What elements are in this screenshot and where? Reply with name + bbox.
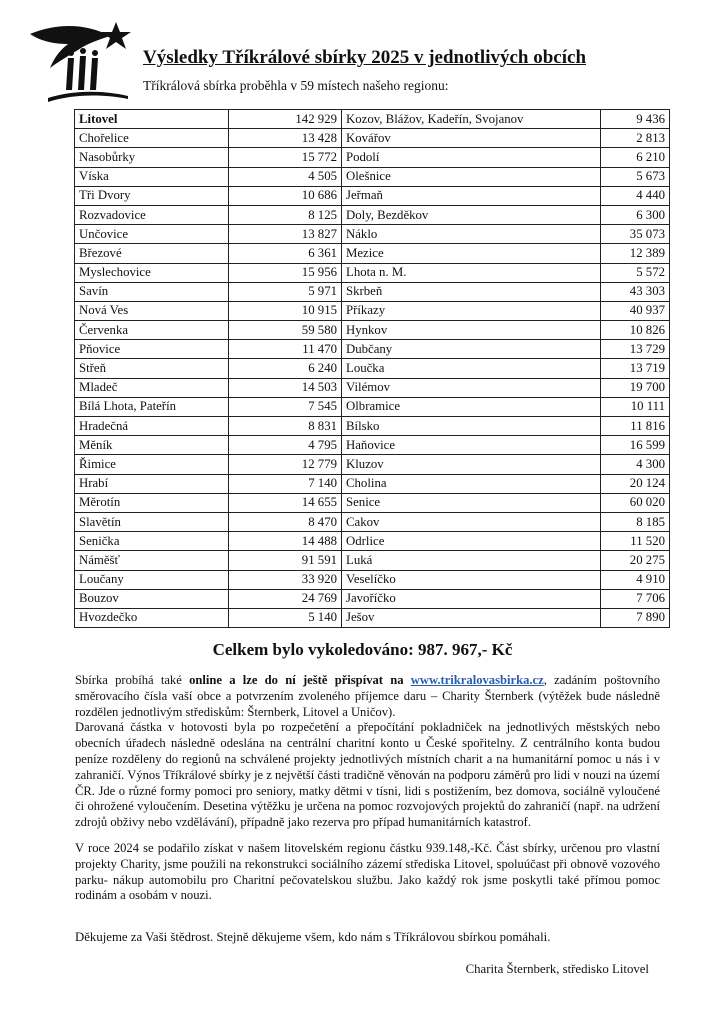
collected-amount: 13 719 (601, 359, 670, 378)
municipality-name: Mladeč (75, 378, 229, 397)
table-row (75, 263, 670, 282)
collected-amount: 16 599 (601, 436, 670, 455)
table-row (75, 378, 670, 397)
collected-amount: 7 706 (601, 589, 670, 608)
municipality-name: Lhota n. M. (342, 263, 601, 282)
table-row (75, 474, 670, 493)
municipality-name: Javoříčko (342, 589, 601, 608)
table-row (75, 282, 670, 301)
table-row (75, 129, 670, 148)
collected-amount: 91 591 (229, 551, 342, 570)
municipality-name: Loučany (75, 570, 229, 589)
municipality-name: Náklo (342, 225, 601, 244)
municipality-name: Střeň (75, 359, 229, 378)
municipality-name: Červenka (75, 321, 229, 340)
results-table (74, 109, 670, 628)
collected-amount: 4 505 (229, 167, 342, 186)
municipality-name: Odrlice (342, 532, 601, 551)
municipality-name: Ješov (342, 608, 601, 627)
collected-amount: 15 772 (229, 148, 342, 167)
municipality-name: Dubčany (342, 340, 601, 359)
collected-amount: 7 140 (229, 474, 342, 493)
municipality-name: Myslechovice (75, 263, 229, 282)
body-text (75, 673, 660, 904)
table-row (75, 167, 670, 186)
collected-amount: 40 937 (601, 301, 670, 320)
collected-amount: 5 971 (229, 282, 342, 301)
table-row (75, 244, 670, 263)
collected-amount: 19 700 (601, 378, 670, 397)
municipality-name: Kluzov (342, 455, 601, 474)
collected-amount: 8 470 (229, 512, 342, 531)
municipality-name: Podolí (342, 148, 601, 167)
municipality-name: Bouzov (75, 589, 229, 608)
collected-amount: 14 488 (229, 532, 342, 551)
paragraph-online-bold: online a lze do ní ještě přispívat na (189, 673, 404, 687)
municipality-name: Loučka (342, 359, 601, 378)
collected-amount: 7 890 (601, 608, 670, 627)
collected-amount: 5 140 (229, 608, 342, 627)
municipality-name: Víska (75, 167, 229, 186)
collected-amount: 20 275 (601, 551, 670, 570)
municipality-name: Veselíčko (342, 570, 601, 589)
collected-amount: 6 361 (229, 244, 342, 263)
table-row (75, 205, 670, 224)
collected-amount: 7 545 (229, 397, 342, 416)
municipality-name: Haňovice (342, 436, 601, 455)
paragraph-online-prefix: Sbírka probíhá také (75, 673, 190, 687)
municipality-name: Olešnice (342, 167, 601, 186)
municipality-name: Chořelice (75, 129, 229, 148)
table-row (75, 301, 670, 320)
collected-amount: 10 111 (601, 397, 670, 416)
collected-amount: 35 073 (601, 225, 670, 244)
collected-amount: 24 769 (229, 589, 342, 608)
table-row (75, 359, 670, 378)
table-row (75, 148, 670, 167)
municipality-name: Mezice (342, 244, 601, 263)
collected-amount: 5 673 (601, 167, 670, 186)
table-row (75, 321, 670, 340)
collected-amount: 9 436 (601, 110, 670, 129)
collected-amount: 4 795 (229, 436, 342, 455)
municipality-name: Senička (75, 532, 229, 551)
collected-amount: 11 520 (601, 532, 670, 551)
table-row (75, 532, 670, 551)
municipality-name: Bílsko (342, 417, 601, 436)
municipality-name: Cakov (342, 512, 601, 531)
collected-amount: 20 124 (601, 474, 670, 493)
municipality-name: Náměšť (75, 551, 229, 570)
collected-amount: 6 210 (601, 148, 670, 167)
table-row (75, 608, 670, 627)
municipality-name: Kozov, Blážov, Kadeřín, Svojanov (342, 110, 601, 129)
municipality-name: Hradečná (75, 417, 229, 436)
table-row (75, 110, 670, 129)
municipality-name: Doly, Bezděkov (342, 205, 601, 224)
collected-amount: 8 831 (229, 417, 342, 436)
collected-amount: 4 300 (601, 455, 670, 474)
page-subtitle: Tříkrálová sbírka proběhla v 59 místech našeho regionu: (143, 78, 449, 93)
table-row (75, 551, 670, 570)
collected-amount: 33 920 (229, 570, 342, 589)
results-table-body (75, 110, 670, 628)
municipality-name: Unčovice (75, 225, 229, 244)
municipality-name: Vilémov (342, 378, 601, 397)
municipality-name: Měník (75, 436, 229, 455)
collected-amount: 4 910 (601, 570, 670, 589)
table-row (75, 417, 670, 436)
three-kings-logo (28, 20, 138, 110)
table-row (75, 493, 670, 512)
municipality-name: Řimice (75, 455, 229, 474)
municipality-name: Příkazy (342, 301, 601, 320)
paragraph-previous-year: V roce 2024 se podařilo získat v našem litovelském regionu částku 939.148,-Kč. Část sbírky, určenou pro vlastní projekty Charity, jsme použili na rekonstrukci sociálního zázemí střediska Litovel, spoluúčast při obnově vozového parku- nákup automobilu pro Charitní pečovatelskou službu. Jako každý rok jsme poskytli také přímou pomoc rodinám a osobám v nouzi. (75, 840, 660, 903)
municipality-name: Hynkov (342, 321, 601, 340)
thanks-text: Děkujeme za Vaši štědrost. Stejně děkujeme všem, kdo nám s Tříkrálovou sbírkou pomáhali. (75, 930, 551, 944)
municipality-name: Savín (75, 282, 229, 301)
collected-amount: 13 827 (229, 225, 342, 244)
collected-amount: 15 956 (229, 263, 342, 282)
collected-amount: 2 813 (601, 129, 670, 148)
municipality-name: Pňovice (75, 340, 229, 359)
paragraph-online (75, 673, 660, 720)
municipality-name: Březové (75, 244, 229, 263)
collected-amount: 6 240 (229, 359, 342, 378)
collected-amount: 11 816 (601, 417, 670, 436)
collected-amount: 8 185 (601, 512, 670, 531)
municipality-name: Slavětín (75, 512, 229, 531)
table-row (75, 455, 670, 474)
collected-amount: 5 572 (601, 263, 670, 282)
municipality-name: Cholina (342, 474, 601, 493)
table-row (75, 186, 670, 205)
municipality-name: Tři Dvory (75, 186, 229, 205)
table-row (75, 436, 670, 455)
table-row (75, 225, 670, 244)
municipality-name: Hrabí (75, 474, 229, 493)
municipality-name: Nová Ves (75, 301, 229, 320)
collected-amount: 60 020 (601, 493, 670, 512)
collected-amount: 10 826 (601, 321, 670, 340)
collected-amount: 10 686 (229, 186, 342, 205)
signature: Charita Šternberk, středisko Litovel (465, 962, 649, 976)
collected-amount: 59 580 (229, 321, 342, 340)
collected-amount: 12 779 (229, 455, 342, 474)
paragraph-online-suffix: , zadáním poštovního směrovacího čísla vaší obce a potvrzením zvoleného příjemce daru – Charity Šternberk (výtěžek bude následně rozdělen jednotlivým střediskům: Šternberk, Litovel a Uničov). (75, 673, 660, 719)
page-title: Výsledky Tříkrálové sbírky 2025 v jednotlivých obcích (143, 47, 587, 68)
collected-amount: 4 440 (601, 186, 670, 205)
table-row (75, 340, 670, 359)
paragraph-distribution: Darovaná částka v hotovosti byla po rozpečetění a přepočítání pokladniček na jednotlivých městských nebo obecních úřadech následně odeslána na centrální charitní konto u České spořitelny. Z centrálního konta budou peníze rozděleny do regionů na schválené projekty jednotlivých místních charit a na humanitární pomoc u nás i v zahraničí. Výnos Tříkrálové sbírky je z největší části tradičně věnován na podporu záměrů pro lidi v nouzi na území ČR. Jde o různé formy pomoci pro seniory, matky dětmi v tísni, lidi s postižením, bez domova, sociálně vyloučené či ohrožené vyloučením. Desetina výtěžku je určena na pomoc rozvojových projektů do zahraničí (např. na udržení zdrojů obživy nebo vzdělávání), případně jako rezerva pro případ humanitárních katastrof. (75, 720, 660, 830)
municipality-name: Kovářov (342, 129, 601, 148)
collected-amount: 11 470 (229, 340, 342, 359)
municipality-name: Luká (342, 551, 601, 570)
table-row (75, 397, 670, 416)
municipality-name: Olbramice (342, 397, 601, 416)
collected-amount: 14 503 (229, 378, 342, 397)
municipality-name: Měrotín (75, 493, 229, 512)
table-row (75, 570, 670, 589)
municipality-name: Jeřmaň (342, 186, 601, 205)
municipality-name: Nasobůrky (75, 148, 229, 167)
table-row (75, 589, 670, 608)
municipality-name: Senice (342, 493, 601, 512)
collected-amount: 12 389 (601, 244, 670, 263)
donation-website-link[interactable]: www.trikralovasbirka.cz (410, 673, 544, 687)
municipality-name: Rozvadovice (75, 205, 229, 224)
collected-amount: 13 428 (229, 129, 342, 148)
collected-amount: 10 915 (229, 301, 342, 320)
municipality-name: Hvozdečko (75, 608, 229, 627)
collected-amount: 13 729 (601, 340, 670, 359)
municipality-name: Litovel (75, 110, 229, 129)
collected-amount: 6 300 (601, 205, 670, 224)
collected-amount: 142 929 (229, 110, 342, 129)
table-row (75, 512, 670, 531)
collected-amount: 43 303 (601, 282, 670, 301)
municipality-name: Bílá Lhota, Pateřín (75, 397, 229, 416)
collected-amount: 14 655 (229, 493, 342, 512)
municipality-name: Skrbeň (342, 282, 601, 301)
total-collected: Celkem bylo vykoledováno: 987. 967,- Kč (212, 640, 513, 659)
collected-amount: 8 125 (229, 205, 342, 224)
